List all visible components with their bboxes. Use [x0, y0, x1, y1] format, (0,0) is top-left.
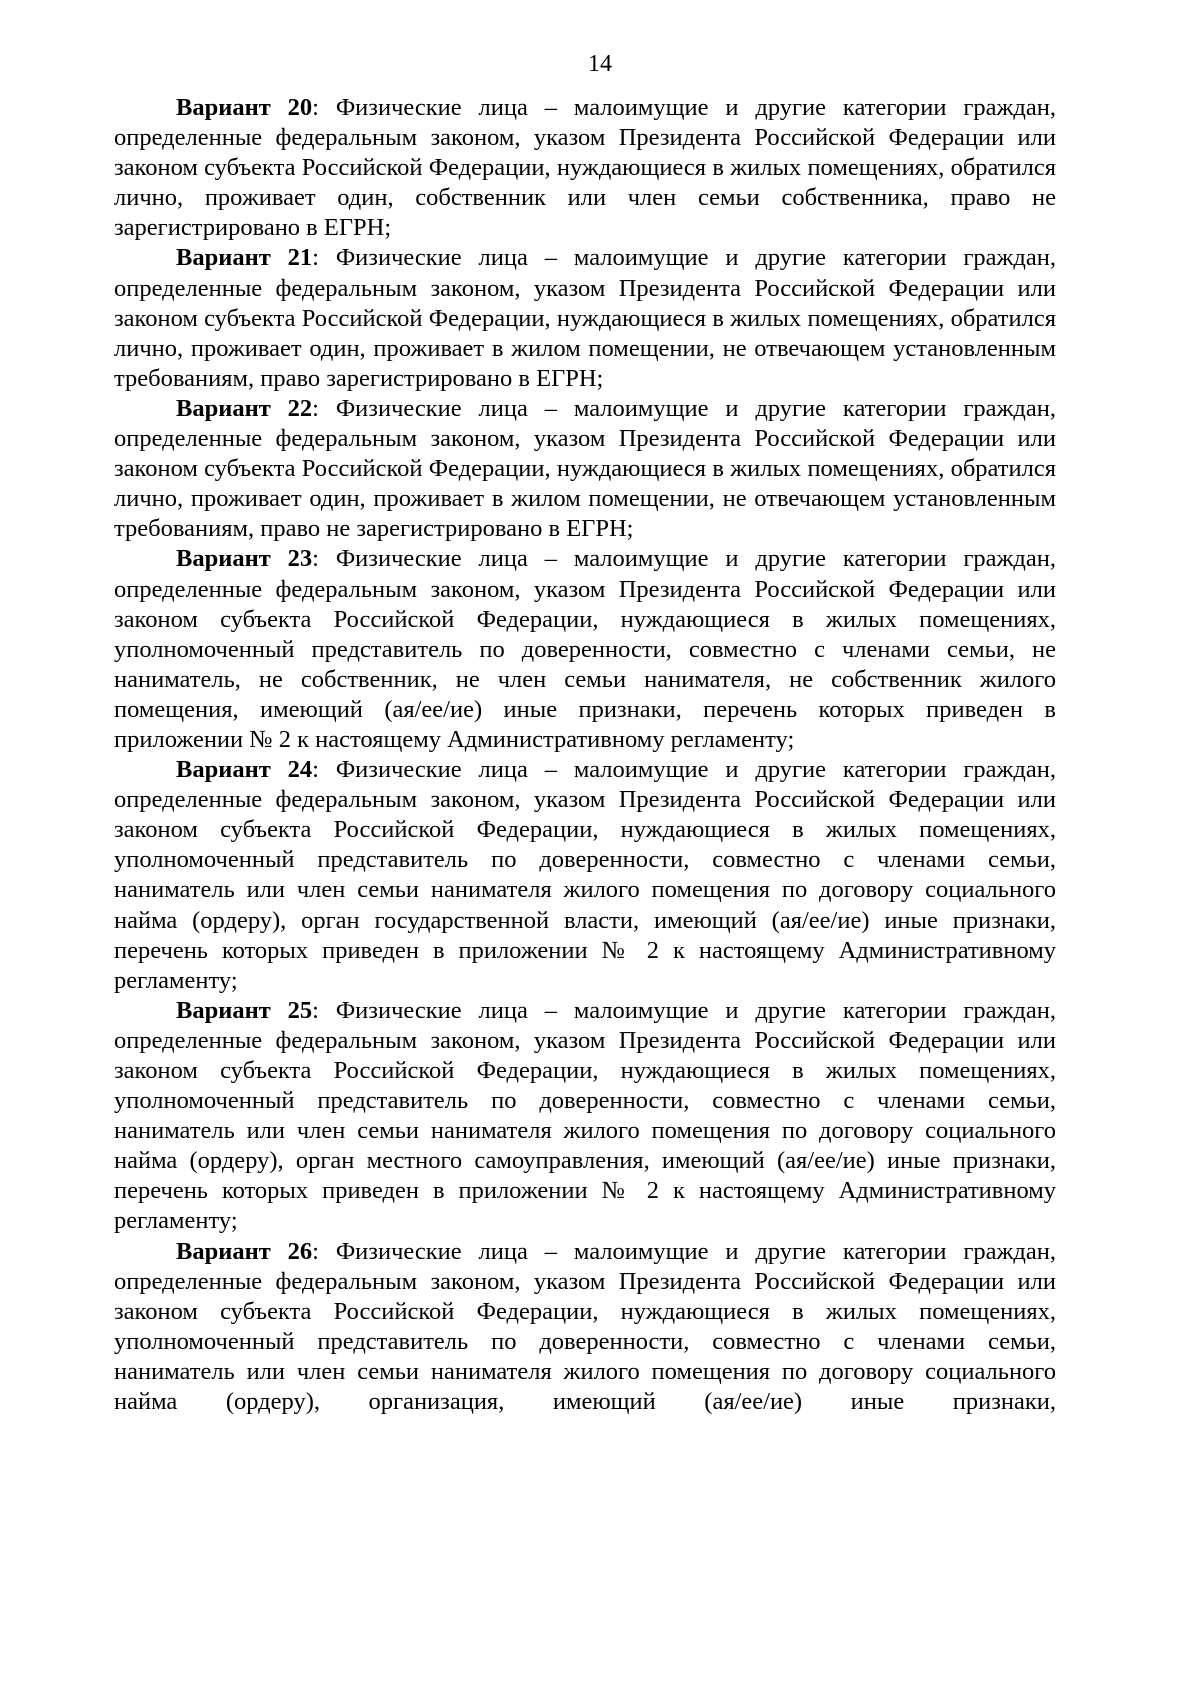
variant-label: Вариант 22 [176, 394, 313, 422]
document-body [114, 93, 1056, 1417]
variant-paragraph-20 [114, 93, 1056, 243]
variant-paragraph-25 [114, 996, 1056, 1237]
variant-label: Вариант 23 [176, 545, 313, 573]
variant-label: Вариант 21 [176, 244, 313, 272]
variant-text: : Физические лица – малоимущие и другие категории граждан, определенные федеральным законом, указом Президента Российской Федерации или законом субъекта Российской Федерации, нуждающиеся в жилых помещениях, уполномоченный представитель по доверенности, совместно с членами семьи, наниматель или член семьи нанимателя жилого помещения по договору социального найма (ордеру), орган местного самоуправления, имеющий (ая/ее/ие) иные признаки, перечень которых приведен в приложении № 2 к настоящему Административному регламенту; [114, 996, 1056, 1235]
variant-text: : Физические лица – малоимущие и другие категории граждан, определенные федеральным законом, указом Президента Российской Федерации или законом субъекта Российской Федерации, нуждающиеся в жилых помещениях, обратился лично, проживает один, проживает в жилом помещении, не отвечающем установленным требованиям, право зарегистрировано в ЕГРН; [114, 244, 1056, 392]
variant-paragraph-26 [114, 1237, 1056, 1418]
variant-label: Вариант 26 [176, 1237, 313, 1265]
variant-label: Вариант 25 [176, 996, 313, 1024]
page-number: 14 [588, 51, 612, 77]
variant-text: : Физические лица – малоимущие и другие категории граждан, определенные федеральным законом, указом Президента Российской Федерации или законом субъекта Российской Федерации, нуждающиеся в жилых помещениях, обратился лично, проживает один, собственник или член семьи собственника, право не зарегистрировано в ЕГРН; [114, 94, 1056, 242]
variant-text: : Физические лица – малоимущие и другие категории граждан, определенные федеральным законом, указом Президента Российской Федерации или законом субъекта Российской Федерации, нуждающиеся в жилых помещениях, уполномоченный представитель по доверенности, совместно с членами семьи, наниматель или член семьи нанимателя жилого помещения по договору социального найма (ордеру), организация, имеющий (ая/ее/ие) иные признаки, [114, 1237, 1056, 1416]
variant-text: : Физические лица – малоимущие и другие категории граждан, определенные федеральным законом, указом Президента Российской Федерации или законом субъекта Российской Федерации, нуждающиеся в жилых помещениях, обратился лично, проживает один, проживает в жилом помещении, не отвечающем установленным требованиям, право не зарегистрировано в ЕГРН; [114, 394, 1056, 543]
variant-label: Вариант 20 [176, 94, 313, 121]
variant-paragraph-21 [114, 243, 1056, 393]
variant-label: Вариант 24 [176, 756, 313, 784]
variant-paragraph-23 [114, 544, 1056, 755]
variant-text: : Физические лица – малоимущие и другие категории граждан, определенные федеральным законом, указом Президента Российской Федерации или законом субъекта Российской Федерации, нуждающиеся в жилых помещениях, уполномоченный представитель по доверенности, совместно с членами семьи, не наниматель, не собственник, не член семьи нанимателя, не собственник жилого помещения, имеющий (ая/ее/ие) иные признаки, перечень которых приведен в приложении № 2 к настоящему Административному регламенту; [114, 545, 1056, 753]
variant-text: : Физические лица – малоимущие и другие категории граждан, определенные федеральным законом, указом Президента Российской Федерации или законом субъекта Российской Федерации, нуждающиеся в жилых помещениях, уполномоченный представитель по доверенности, совместно с членами семьи, наниматель или член семьи нанимателя жилого помещения по договору социального найма (ордеру), орган государственной власти, имеющий (ая/ее/ие) иные признаки, перечень которых приведен в приложении № 2 к настоящему Административному регламенту; [114, 756, 1056, 994]
variant-paragraph-22 [114, 394, 1056, 544]
variant-paragraph-24 [114, 755, 1056, 996]
